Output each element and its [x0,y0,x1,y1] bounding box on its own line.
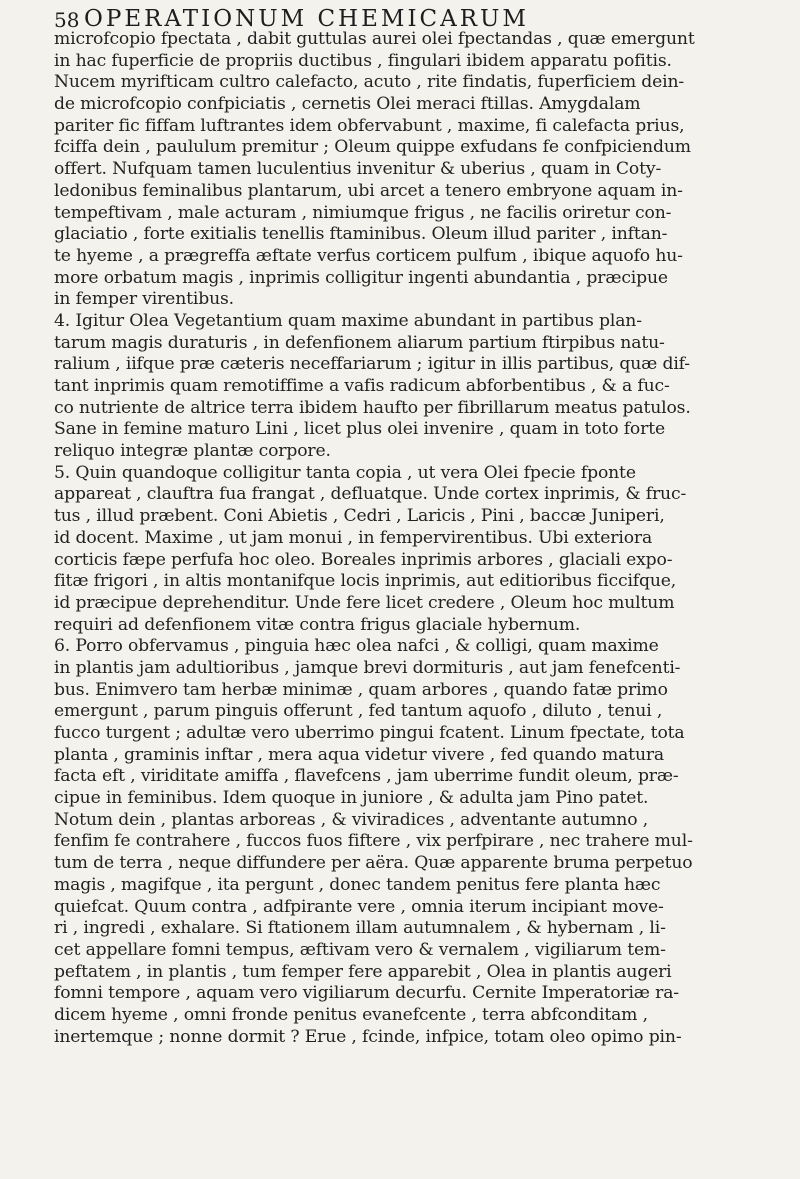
text-line: bus. Enimvero tam herbæ minimæ , quam arbores , quando fatæ primo [54,679,668,700]
text-line: fucco turgent ; adultæ vero uberrimo pingui fcatent. Linum fpectate, tota [54,723,685,743]
page-header [54,4,754,32]
text-line: reliquo integræ plantæ corpore. [54,441,331,462]
text-line: fitæ frigori , in altis montanifque locis inprimis, aut editioribus ficcifque, [54,571,677,592]
text-line: 4. Igitur Olea Vegetantium quam maxime abundant in partibus plan- [54,310,642,331]
text-line: peftatem , in plantis , tum femper fere apparebit , Olea in plantis augeri [54,961,672,982]
text-line: 5. Quin quandoque colligitur tanta copia , ut vera Olei fpecie fponte [54,462,636,483]
text-line: id præcipue deprehenditur. Unde fere licet credere , Oleum hoc multum [54,592,675,613]
text-line: Sane in femine maturo Lini , licet plus olei invenire , quam in toto forte [54,419,665,440]
text-line: requiri ad defenfionem vitæ contra frigus glaciale hybernum. [54,614,581,635]
text-line: facta eft , viriditate amiffa , flavefcens , jam uberrime fundit oleum, præ- [54,766,679,787]
text-line: te hyeme , a prægreffa æftate verfus corticem pulfum , ibique aquofo hu- [54,245,683,266]
text-line: 6. Porro obfervamus , pinguia hæc olea nafci , & colligi, quam maxime [54,636,659,657]
text-line: dicem hyeme , omni fronde penitus evanefcente , terra abfconditam , [54,1004,648,1025]
text-line: tarum magis duraturis , in defenfionem aliarum partium ftirpibus natu- [54,332,665,353]
text-line: tus , illud præbent. Coni Abietis , Cedri , Laricis , Pini , baccæ Juniperi, [54,506,665,527]
text-line: Notum dein , plantas arboreas , & viviradices , adventante autumno , [54,809,649,830]
text-line: microfcopio fpectata , dabit guttulas aurei olei fpectandas , quæ emergunt [54,29,695,49]
text-line: ledonibus feminalibus plantarum, ubi arcet a tenero embryone aquam in- [54,180,683,201]
text-line: Nucem myrifticam cultro calefacto, acuto , rite findatis, fuperficiem dein- [54,72,685,93]
text-line: pariter fic fiffam luftrantes idem obfervabunt , maxime, fi calefacta prius, [54,115,685,136]
text-line: magis , magifque , ita pergunt , donec tandem penitus fere planta hæc [54,874,661,895]
text-line: tum de terra , neque diffundere per aëra. Quæ apparente bruma perpetuo [54,853,693,874]
text-line: in femper virentibus. [54,289,234,310]
text-line: ralium , iifque præ cæteris neceffariarum ; igitur in illis partibus, quæ dif- [54,354,690,375]
text-line: co nutriente de altrice terra ibidem haufto per fibrillarum meatus patulos. [54,397,691,418]
text-line: more orbatum magis , inprimis colligitur ingenti abundantia , præcipue [54,267,668,288]
body-text [54,29,768,1048]
page-number: 58 [54,8,80,32]
text-line: inertemque ; nonne dormit ? Erue , fcinde, infpice, totam oleo opimo pin- [54,1026,682,1047]
text-line: ri , ingredi , exhalare. Si ftationem illam autumnalem , & hybernam , li- [54,918,666,939]
text-line: fenfim fe contrahere , fuccos fuos fiftere , vix perfpirare , nec trahere mul- [54,831,693,852]
running-title: OPERATIONUM CHEMICARUM [84,6,529,32]
text-line: planta , graminis inftar , mera aqua videtur vivere , fed quando matura [54,744,665,765]
text-line: tempeftivam , male acturam , nimiumque frigus , ne facilis oriretur con- [54,202,672,223]
text-line: offert. Nufquam tamen luculentius invenitur & uberius , quam in Coty- [54,159,662,180]
text-line: in plantis jam adultioribus , jamque brevi dormituris , aut jam fenefcenti- [54,657,681,678]
text-line: cet appellare fomni tempus, æftivam vero & vernalem , vigiliarum tem- [54,939,666,960]
text-line: quiefcat. Quum contra , adfpirante vere , omnia iterum incipiant move- [54,896,664,917]
text-line: de microfcopio confpiciatis , cernetis Olei meraci ftillas. Amygdalam [54,94,641,115]
text-line: glaciatio , forte exitialis tenellis ftaminibus. Oleum illud pariter , inftan- [54,224,668,245]
text-line: tant inprimis quam remotiffime a vafis radicum abforbentibus , & a fuc- [54,376,670,396]
text-line: in hac fuperficie de propriis ductibus , fingulari ibidem apparatu pofitis. [54,50,672,71]
text-line: fomni tempore , aquam vero vigiliarum decurfu. Cernite Imperatoriæ ra- [54,983,679,1004]
text-line: id docent. Maxime , ut jam monui , in fempervirentibus. Ubi exteriora [54,527,653,548]
text-line: cipue in feminibus. Idem quoque in juniore , & adulta jam Pino patet. [54,788,649,809]
text-line: fciffa dein , paululum premitur ; Oleum quippe exfudans fe confpiciendum [54,137,691,158]
text-line: appareat , clauftra fua frangat , defluatque. Unde cortex inprimis, & fruc- [54,484,687,505]
text-line: corticis fæpe perfufa hoc oleo. Boreales inprimis arbores , glaciali expo- [54,549,673,570]
text-line: emergunt , parum pinguis offerunt , fed tantum aquofo , diluto , tenui , [54,701,663,722]
